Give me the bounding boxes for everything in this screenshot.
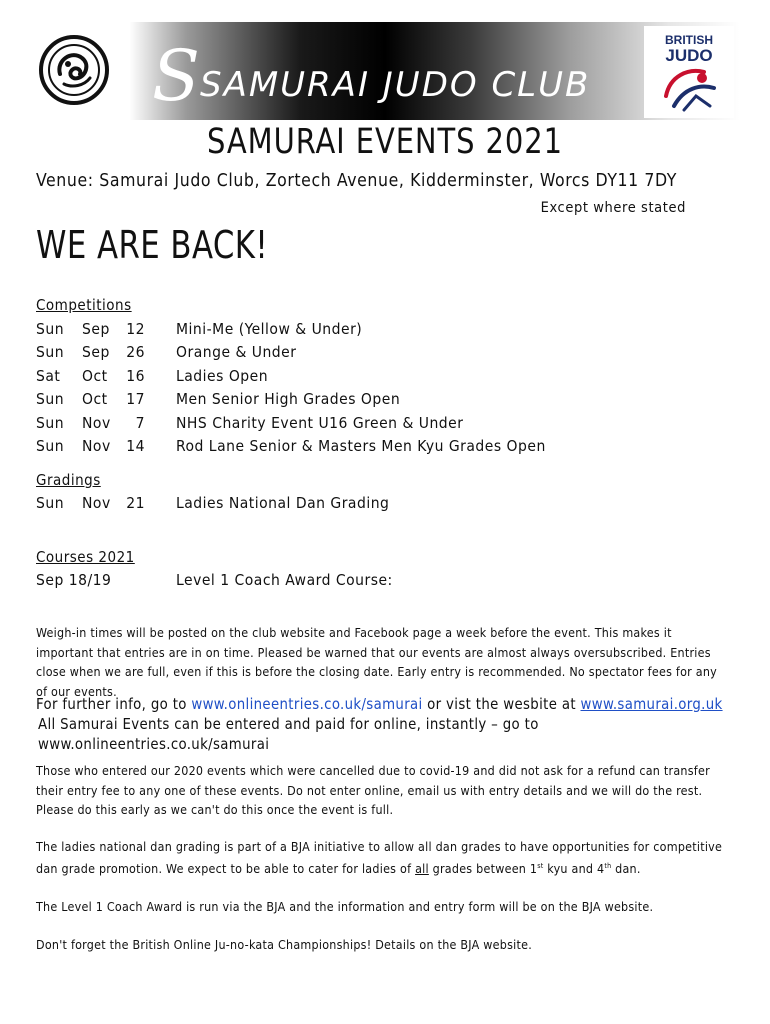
page-title: SAMURAI EVENTS 2021 (207, 122, 563, 162)
svg-text:SAMURAI JUDO CLUB: SAMURAI JUDO CLUB (200, 65, 591, 105)
venue-line: Venue: Samurai Judo Club, Zortech Avenue, Kidderminster, Worcs DY11 7DY (36, 171, 677, 191)
except-note: Except where stated (540, 200, 686, 216)
covid-paragraph: Those who entered our 2020 events which were cancelled due to covid-19 and did not ask for a refund can transfer their entry fee to any one of these events. Do not enter online, email us with entry details and we will do the rest. Please do this early as we can't do this once the event is full. (36, 763, 710, 817)
samurai-club-logo-icon (38, 34, 110, 106)
info-paragraph (36, 695, 736, 755)
header-banner (30, 22, 740, 120)
svg-text:S: S (152, 40, 200, 110)
info-line-1: For further info, go to www.onlineentries.co.uk/samurai or vist the wesbite at www.samurai.org.uk (36, 696, 723, 713)
kata-paragraph: Don't forget the British Online Ju-no-kata Championships! Details on the BJA website. (36, 937, 533, 952)
coach-award-paragraph: The Level 1 Coach Award is run via the BJA and the information and entry form will be on the BJA website. (36, 899, 654, 914)
courses-heading: Courses 2021 (36, 548, 135, 566)
info-line-2: All Samurai Events can be entered and paid for online, instantly – go to www.onlineentries.co.uk/samurai (38, 716, 539, 753)
online-entries-link[interactable]: www.onlineentries.co.uk/samurai (191, 696, 423, 713)
gradings-heading: Gradings (36, 471, 101, 489)
samurai-website-link[interactable]: www.samurai.org.uk (580, 696, 723, 713)
club-wordmark (152, 40, 652, 110)
bj-logo-line2: JUDO (665, 46, 713, 65)
bj-logo-line1: BRITISH (665, 33, 713, 47)
competitions-heading: Competitions (36, 296, 132, 314)
ladies-grading-paragraph: The ladies national dan grading is part of a BJA initiative to allow all dan grades to have opportunities for competitive dan grade promotion. We expect to be able to cater for ladies of all grades between 1st kyu and 4th dan. (36, 839, 723, 876)
british-judo-logo (644, 26, 734, 118)
headline: WE ARE BACK! (36, 223, 269, 267)
weigh-in-paragraph: Weigh-in times will be posted on the club website and Facebook page a week before the event. This makes it important that entries are in on time. Pleased be warned that our events are almost always oversubscribed. Entries close when we are full, even if this is before the closing date. Early entry is recommended. No spectator fees for any of our events. (36, 625, 718, 699)
